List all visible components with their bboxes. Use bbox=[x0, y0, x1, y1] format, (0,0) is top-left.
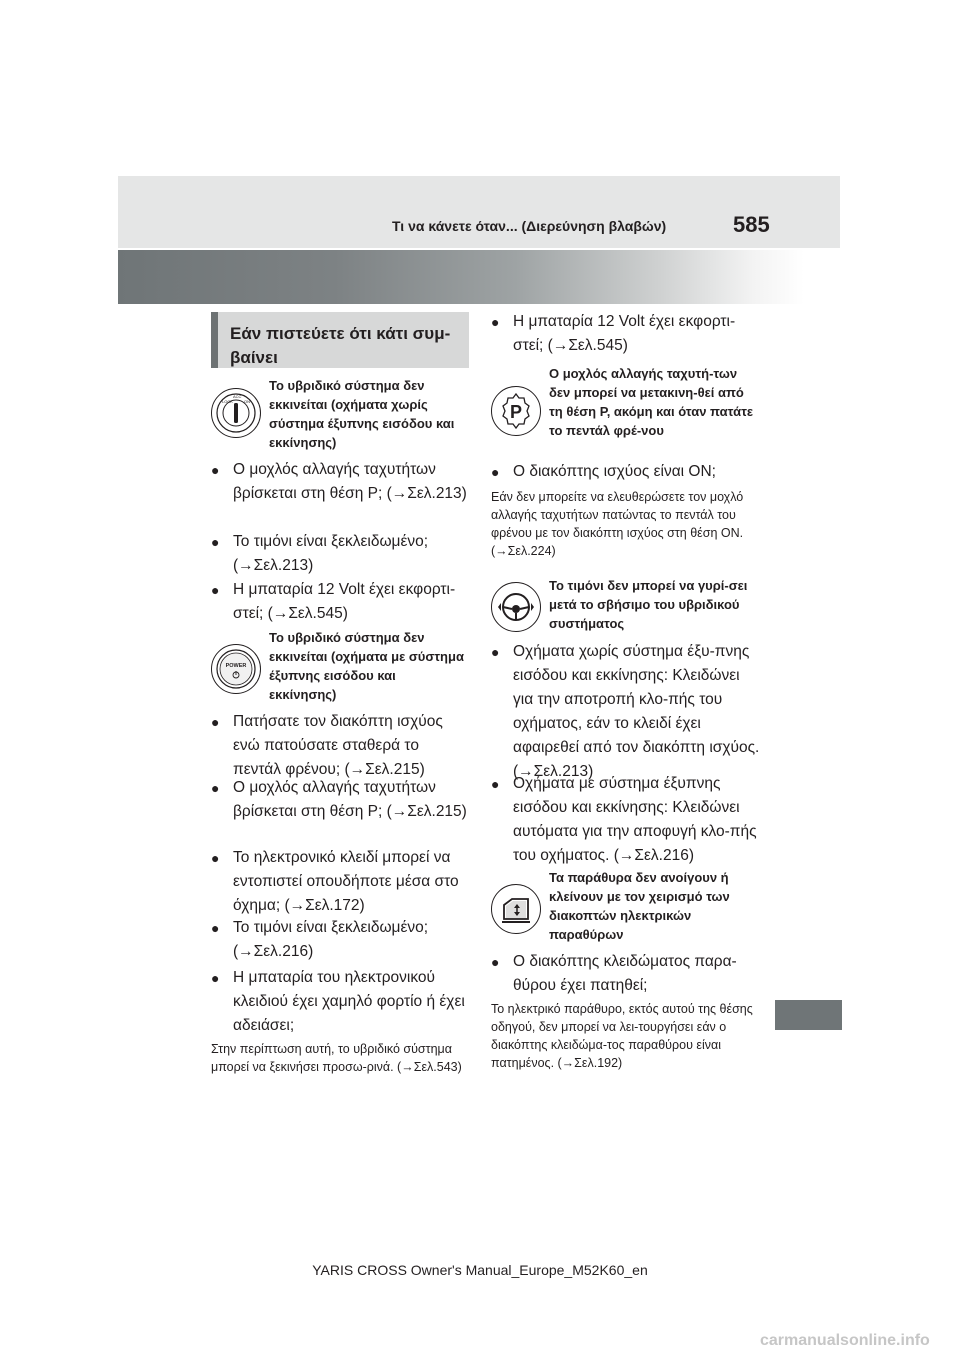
ignition-key-icon bbox=[211, 388, 261, 438]
hybrid-no-start-smart-block bbox=[211, 628, 491, 718]
hybrid-no-start-keyed-block bbox=[211, 376, 491, 466]
block2-bullet-1: ● Πατήσατε τον διακόπτη ισχύος ενώ πατούσατε σταθερά το πεντάλ φρένου; (→Σελ.215) bbox=[211, 710, 469, 782]
section-title-box bbox=[211, 312, 469, 368]
chapter-tab bbox=[775, 1000, 842, 1030]
block4-bullet-2: ● Οχήματα με σύστημα έξυπνης εισόδου και εκκίνησης: Κλειδώνει αυτόματα για την αποφυγή κλο-πής του οχήματος. (→Σελ.216) bbox=[491, 772, 761, 868]
block5-bullet: ● Ο διακόπτης κλειδώματος παρα-θύρου έχει πατηθεί; bbox=[491, 950, 761, 998]
block3-label: Ο μοχλός αλλαγής ταχυτή-των δεν μπορεί να μετακινη-θεί από τη θέση P, ακόμη και όταν πατάτε το πεντάλ φρέ-νου bbox=[549, 366, 754, 438]
block2-bullet-2: ● Ο μοχλός αλλαγής ταχυτήτων βρίσκεται στη θέση P; (→Σελ.215) bbox=[211, 776, 469, 824]
block2-label: Το υβριδικό σύστημα δεν εκκινείται (οχήματα με σύστημα έξυπνης εισόδου και εκκίνησης) bbox=[269, 630, 464, 702]
block1-bullet-3: ● Η μπαταρία 12 Volt έχει εκφορτι-στεί; (→Σελ.545) bbox=[211, 578, 469, 626]
steering-wheel-icon bbox=[491, 582, 541, 632]
page-number: 585 bbox=[733, 212, 770, 237]
block2-bullet-5: ● Η μπαταρία του ηλεκτρονικού κλειδιού έχει χαμηλό φορτίο ή έχει αδειάσει; bbox=[211, 966, 469, 1038]
svg-text:P: P bbox=[509, 402, 523, 422]
page-header bbox=[118, 176, 840, 248]
block5-note: Το ηλεκτρικό παράθυρο, εκτός αυτού της θέσης οδηγού, δεν μπορεί να λει-τουργήσει εάν ο διακόπτης κλειδώμα-τος παραθύρου είναι πατημένος. (→Σελ.192) bbox=[491, 1002, 753, 1070]
block4-label: Το τιμόνι δεν μπορεί να γυρί-σει μετά το σβήσιμο του υβριδικού συστήματος bbox=[549, 578, 748, 631]
block1-label: Το υβριδικό σύστημα δεν εκκινείται (οχήματα χωρίς σύστημα έξυπνης εισόδου και εκκίνησης) bbox=[269, 378, 455, 450]
svg-text:ACC: ACC bbox=[233, 394, 242, 399]
block1-bullet-1: ● Ο μοχλός αλλαγής ταχυτήτων βρίσκεται στη θέση P; (→Σελ.213) bbox=[211, 458, 469, 506]
footer-text: YARIS CROSS Owner's Manual_Europe_M52K60_en bbox=[312, 1262, 648, 1278]
window-switch-icon bbox=[491, 884, 541, 934]
shift-lever-stuck-block bbox=[491, 364, 771, 454]
block2-bullet-3: ● Το ηλεκτρονικό κλειδί μπορεί να εντοπιστεί οπουδήποτε μέσα στο όχημα; (→Σελ.172) bbox=[211, 846, 469, 918]
park-gear-icon bbox=[491, 386, 541, 436]
watermark: carmanualsonline.info bbox=[760, 1332, 930, 1349]
block4-bullet-1: ● Οχήματα χωρίς σύστημα έξυ-πνης εισόδου και εκκίνησης: Κλειδώνει για την αποτροπή κλο-πής του οχήματος, εάν το κλειδί έχει αφαιρεθεί από τον διακόπτη ισχύος. (→Σελ.213) bbox=[491, 640, 761, 784]
power-button-icon bbox=[211, 644, 261, 694]
block2-note: Στην περίπτωση αυτή, το υβριδικό σύστημα μπορεί να ξεκινήσει προσω-ρινά. (→Σελ.543) bbox=[211, 1042, 462, 1074]
right-bullet-battery: ● Η μπαταρία 12 Volt έχει εκφορτι-στεί; (→Σελ.545) bbox=[491, 310, 761, 358]
windows-inoperative-block bbox=[491, 868, 771, 958]
block3-bullet: ● Ο διακόπτης ισχύος είναι ON; bbox=[491, 460, 761, 484]
svg-text:ON: ON bbox=[244, 399, 250, 404]
header-band bbox=[118, 250, 840, 304]
block3-note: Εάν δεν μπορείτε να ελευθερώσετε τον μοχλό αλλαγής ταχυτήτων πατώντας το πεντάλ του φρένου με τον διακόπτη ισχύος στη θέση ON. (→Σελ.224) bbox=[491, 490, 744, 558]
svg-text:LOCK: LOCK bbox=[222, 399, 233, 404]
block1-bullet-2: ● Το τιμόνι είναι ξεκλειδωμένο; (→Σελ.213) bbox=[211, 530, 469, 578]
block5-label: Τα παράθυρα δεν ανοίγουν ή κλείνουν με τον χειρισμό των διακοπτών ηλεκτρικών παραθύρων bbox=[549, 870, 730, 942]
section-title: Εάν πιστεύετε ότι κάτι συμ-βαίνει bbox=[230, 324, 451, 367]
header-title: Τι να κάνετε όταν... (Διερεύνηση βλαβών) bbox=[392, 218, 667, 234]
block2-bullet-4: ● Το τιμόνι είναι ξεκλειδωμένο; (→Σελ.216) bbox=[211, 916, 469, 964]
power-button-text: POWER bbox=[225, 663, 247, 669]
